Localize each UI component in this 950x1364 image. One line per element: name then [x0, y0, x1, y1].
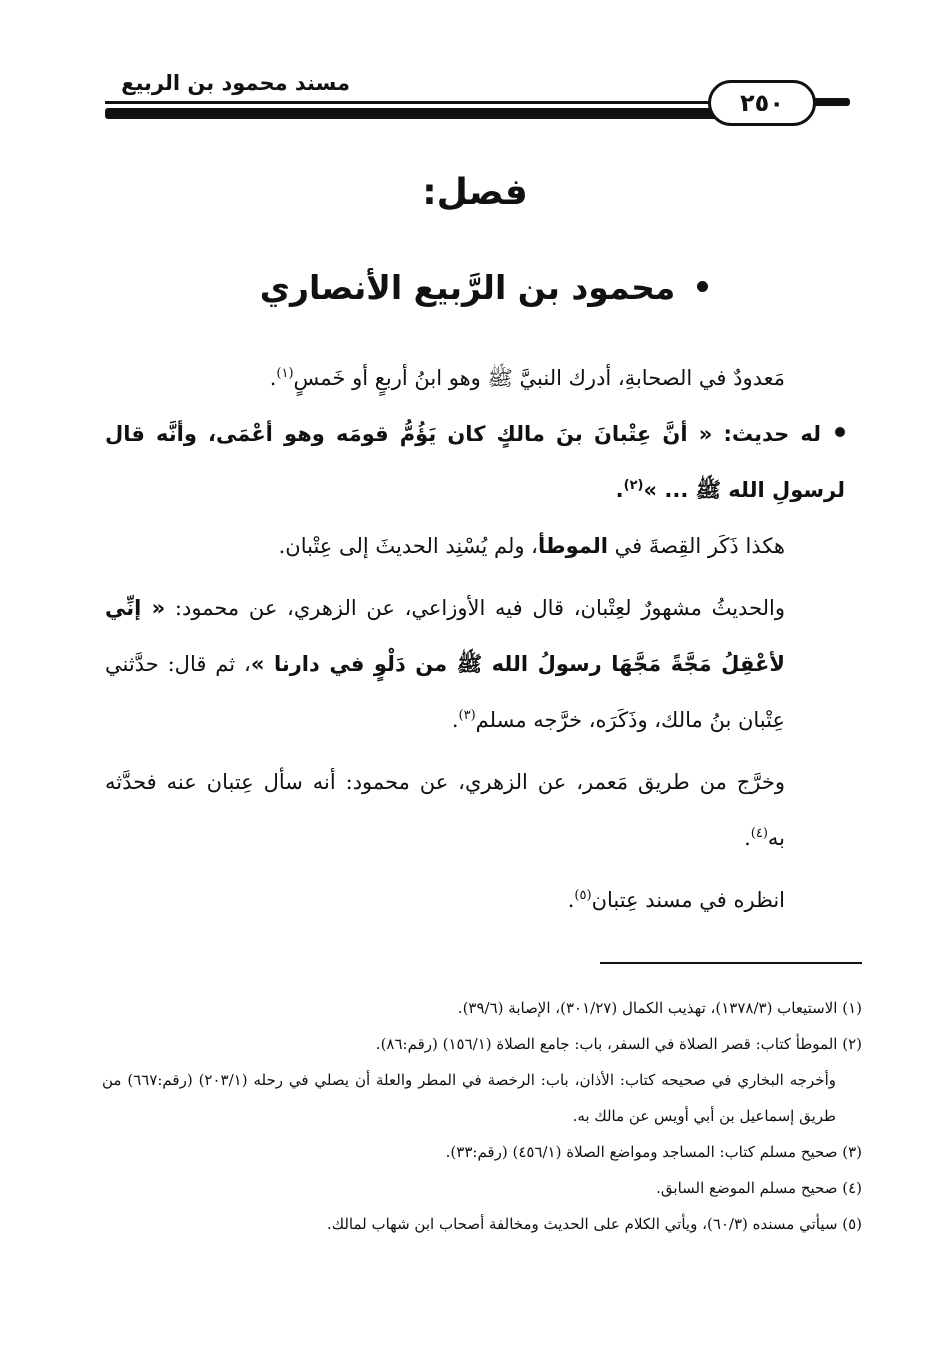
period: .: [451, 708, 459, 732]
header-rule: [105, 108, 800, 119]
footnote-2: (٢) الموطأ كتاب: قصر الصلاة في السفر، باب: جامع الصلاة (١٥٦/١) (رقم:٨٦).: [375, 1035, 862, 1053]
paragraph-text: انظره في مسند عِتبان: [591, 888, 785, 912]
footnote-ref: (٥): [574, 888, 592, 903]
footnotes: [102, 990, 862, 1242]
person-name: محمود بن الرَّبيع الأنصاري: [259, 268, 676, 307]
footnote-3: (٣) صحيح مسلم كتاب: المساجد ومواضع الصلاة (٤٥٦/١) (رقم:٣٣).: [445, 1143, 862, 1161]
paragraph-text: وخرَّج من طريق مَعمر، عن الزهري، عن محمود: أنه سأل عِتبان عنه فحدَّثه به: [105, 770, 785, 850]
footnote-ref: (٤): [750, 826, 768, 841]
footnote-5: (٥) سيأتي مسنده (٦٠/٣)، ويأتي الكلام على الحديث ومخالفة أصحاب ابن شهاب لمالك.: [326, 1215, 862, 1233]
paragraph-text: هكذا ذَكَر القِصةَ في: [607, 534, 785, 558]
paragraph-mamar: [105, 754, 845, 866]
header-rule-thin: [105, 101, 800, 104]
footnote-ref: (١): [276, 366, 294, 381]
body-text: [105, 350, 845, 928]
page-number: ٢٥٠: [708, 80, 816, 126]
paragraph-see-also: [105, 872, 845, 928]
footnote-ref: (٣): [458, 708, 476, 723]
paragraph-text: ، ولم يُسْنِد الحديثَ إلى عِتْبان.: [278, 534, 538, 558]
footnote-ref: (٢): [623, 478, 644, 493]
running-title: مسند محمود بن الربيع: [121, 71, 350, 95]
header-rule-right: [812, 98, 850, 106]
paragraph-hadith: [105, 406, 845, 518]
paragraph-text: ، ثم قال: حدَّثني عِتْبان بنُ مالك، وذَكَرَه، خرَّجه مسلم: [105, 652, 785, 732]
footnote-4: (٤) صحيح مسلم الموضع السابق.: [656, 1179, 862, 1197]
hadith-quote: « إنِّي لأعْقِلُ مَجَّةً مَجَّهَا رسولُ الله ﷺ من دَلْوٍ في دارنا »: [105, 596, 785, 676]
paragraph-text: مَعدودٌ في الصحابةِ، أدرك النبيَّ ﷺ وهو ابنُ أربعٍ أو خَمسٍ: [293, 366, 785, 390]
period: .: [615, 478, 624, 502]
hadith-label: له حديث:: [723, 422, 821, 446]
footnote-1: (١) الاستيعاب (١٣٧٨/٣)، تهذيب الكمال (٣٠١/٢٧)، الإصابة (٣٩/٦).: [457, 999, 862, 1017]
paragraph-companion: [105, 350, 845, 406]
paragraph-muwatta: [105, 518, 845, 574]
bullet-icon: [697, 281, 708, 292]
period: .: [269, 366, 277, 390]
period: .: [744, 826, 751, 850]
period: .: [567, 888, 575, 912]
hadith-text: « أنَّ عِتْبانَ بنَ مالكٍ كان يَؤُمُّ قومَه وهو أعْمَى، وأنَّه قال لرسولِ الله ﷺ ... »: [105, 422, 845, 502]
book-title: الموطأ: [537, 534, 608, 558]
paragraph-text: والحديثُ مشهورٌ لعِتْبان، قال فيه الأوزاعي، عن الزهري، عن محمود:: [165, 596, 786, 620]
footnote-separator: [600, 962, 862, 964]
person-title: [0, 262, 950, 314]
section-heading: فصل:: [422, 172, 528, 213]
paragraph-hadith-famous: [105, 580, 845, 748]
footnote-2-continued: وأخرجه البخاري في صحيحه كتاب: الأذان، باب: الرخصة في المطر والعلة أن يصلي في رحله (٢٠٣/١) (رقم:٦٦٧) من طريق إسماعيل بن أبي أويس عن مالك به.: [102, 1071, 836, 1125]
bullet-icon: [835, 427, 845, 437]
